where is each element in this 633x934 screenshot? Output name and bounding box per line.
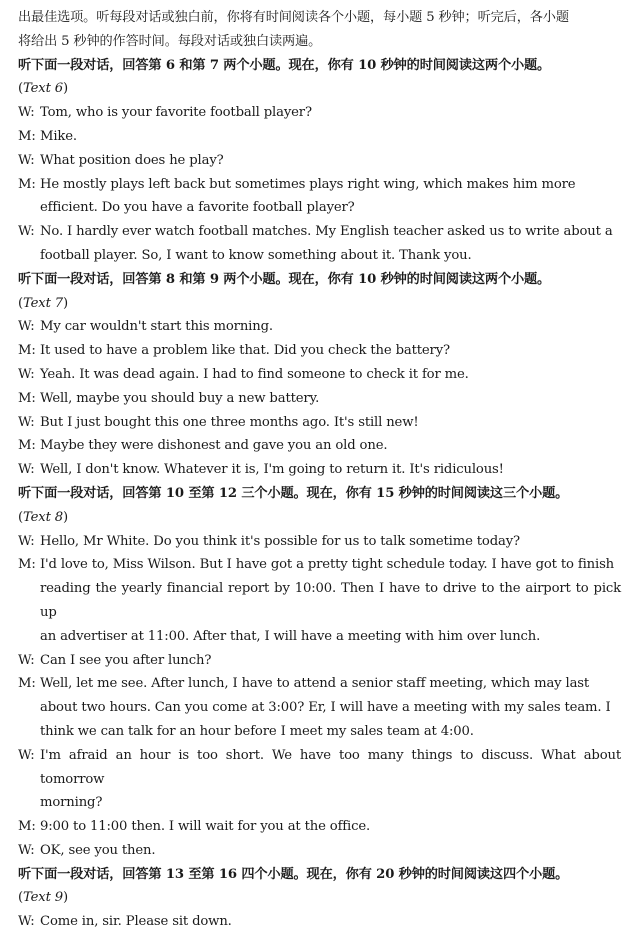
dialogue-line	[18, 910, 621, 934]
speaker: W:	[18, 842, 35, 858]
dialogue-line	[18, 649, 621, 673]
dialogue-line	[18, 458, 621, 482]
dialogue-line	[18, 149, 621, 173]
speaker: M:	[18, 557, 36, 573]
dialogue-line	[18, 530, 621, 554]
dialogue-line	[18, 363, 621, 387]
utterance: morning?	[40, 795, 103, 811]
dialogue-line	[18, 220, 621, 244]
utterance: about two hours. Can you come at 3:00? Er, I will have a meeting with my sales team. I	[40, 700, 611, 716]
text-label: ( Text 6 )	[18, 81, 68, 97]
dialogue-line	[18, 839, 621, 863]
speaker: M:	[18, 676, 36, 692]
utterance: Can I see you after lunch?	[40, 652, 212, 668]
speaker: W:	[18, 652, 35, 668]
section-intro: 听下面一段对话，回答第 13 至第 16 四个小题。现在，你有 20 秒钟的时间阅读这四个小题。	[18, 866, 569, 882]
speaker: M:	[18, 128, 36, 144]
dialogue-line	[18, 411, 621, 435]
utterance: He mostly plays left back but sometimes plays right wing, which makes him more	[40, 176, 576, 192]
speaker: W:	[18, 105, 35, 121]
speaker: W:	[18, 366, 35, 382]
dialogue-line	[18, 744, 621, 792]
dialogue-line	[18, 387, 621, 411]
dialogue-continuation	[18, 720, 621, 744]
dialogue-line	[18, 434, 621, 458]
dialogue-continuation	[18, 625, 621, 649]
dialogue-line	[18, 101, 621, 125]
speaker: W:	[18, 533, 35, 549]
utterance: OK, see you then.	[40, 842, 156, 858]
section-intro: 听下面一段对话，回答第 6 和第 7 两个小题。现在，你有 10 秒钟的时间阅读这两个小题。	[18, 57, 551, 73]
text-label: ( Text 9 )	[18, 890, 68, 906]
dialogue-line	[18, 125, 621, 149]
instruction-text: 出最佳选项。听每段对话或独白前，你将有时间阅读各个小题，每小题 5 秒钟；听完后，各小题	[18, 10, 569, 25]
utterance: think we can talk for an hour before I meet my sales team at 4:00.	[40, 723, 474, 739]
dialogue-line	[18, 339, 621, 363]
speaker: M:	[18, 176, 36, 192]
speaker: W:	[18, 319, 35, 335]
dialogue-continuation	[18, 696, 621, 720]
utterance: football player. So, I want to know something about it. Thank you.	[40, 247, 472, 263]
utterance: Tom, who is your favorite football player?	[40, 105, 312, 121]
instruction-text: 将给出 5 秒钟的作答时间。每段对话或独白读两遍。	[18, 33, 322, 49]
dialogue-continuation	[18, 196, 621, 220]
speaker: W:	[18, 747, 35, 763]
speaker: W:	[18, 152, 35, 168]
section-intro: 听下面一段对话，回答第 10 至第 12 三个小题。现在，你有 15 秒钟的时间阅读这三个小题。	[18, 485, 569, 501]
utterance: Mike.	[40, 128, 77, 144]
text-label: ( Text 7 )	[18, 295, 68, 311]
utterance: Yeah. It was dead again. I had to find someone to check it for me.	[40, 366, 469, 382]
utterance: Well, let me see. After lunch, I have to attend a senior staff meeting, which may last	[40, 676, 590, 692]
utterance: Come in, sir. Please sit down.	[40, 914, 232, 930]
utterance: reading the yearly financial report by 10:00. Then I have to drive to the airport to pick up	[40, 581, 621, 620]
utterance: What position does he play?	[40, 152, 224, 168]
dialogue-continuation	[18, 577, 621, 625]
utterance: an advertiser at 11:00. After that, I will have a meeting with him over lunch.	[40, 628, 541, 644]
utterance: efficient. Do you have a favorite football player?	[40, 200, 355, 216]
dialogue-line	[18, 315, 621, 339]
dialogue-line	[18, 553, 621, 577]
utterance: Hello, Mr White. Do you think it's possible for us to talk sometime today?	[40, 533, 520, 549]
utterance: 9:00 to 11:00 then. I will wait for you at the office.	[40, 819, 371, 835]
utterance: But I just bought this one three months ago. It's still new!	[40, 414, 419, 430]
speaker: M:	[18, 343, 36, 359]
speaker: M:	[18, 819, 36, 835]
utterance: Well, I don't know. Whatever it is, I'm going to return it. It's ridiculous!	[40, 462, 504, 478]
dialogue-line	[18, 815, 621, 839]
speaker: M:	[18, 438, 36, 454]
section-intro: 听下面一段对话，回答第 8 和第 9 两个小题。现在，你有 10 秒钟的时间阅读这两个小题。	[18, 271, 551, 287]
utterance: It used to have a problem like that. Did you check the battery?	[40, 343, 450, 359]
speaker: M:	[18, 390, 36, 406]
speaker: W:	[18, 224, 35, 240]
speaker: W:	[18, 414, 35, 430]
utterance: Maybe they were dishonest and gave you an old one.	[40, 438, 388, 454]
speaker: W:	[18, 914, 35, 930]
utterance: My car wouldn't start this morning.	[40, 319, 273, 335]
utterance: Well, maybe you should buy a new battery.	[40, 390, 320, 406]
dialogue-continuation	[18, 244, 621, 268]
instruction-line	[18, 6, 621, 30]
speaker: W:	[18, 462, 35, 478]
utterance: I'm afraid an hour is too short. We have too many things to discuss. What about tomorrow	[40, 747, 621, 787]
text-label: ( Text 8 )	[18, 509, 68, 525]
dialogue-line	[18, 672, 621, 696]
utterance: No. I hardly ever watch football matches. My English teacher asked us to write about a	[40, 224, 613, 240]
utterance: I'd love to, Miss Wilson. But I have got a pretty tight schedule today. I have got to finish	[40, 557, 615, 573]
dialogue-line	[18, 173, 621, 197]
dialogue-continuation	[18, 791, 621, 815]
instruction-line	[18, 30, 621, 54]
